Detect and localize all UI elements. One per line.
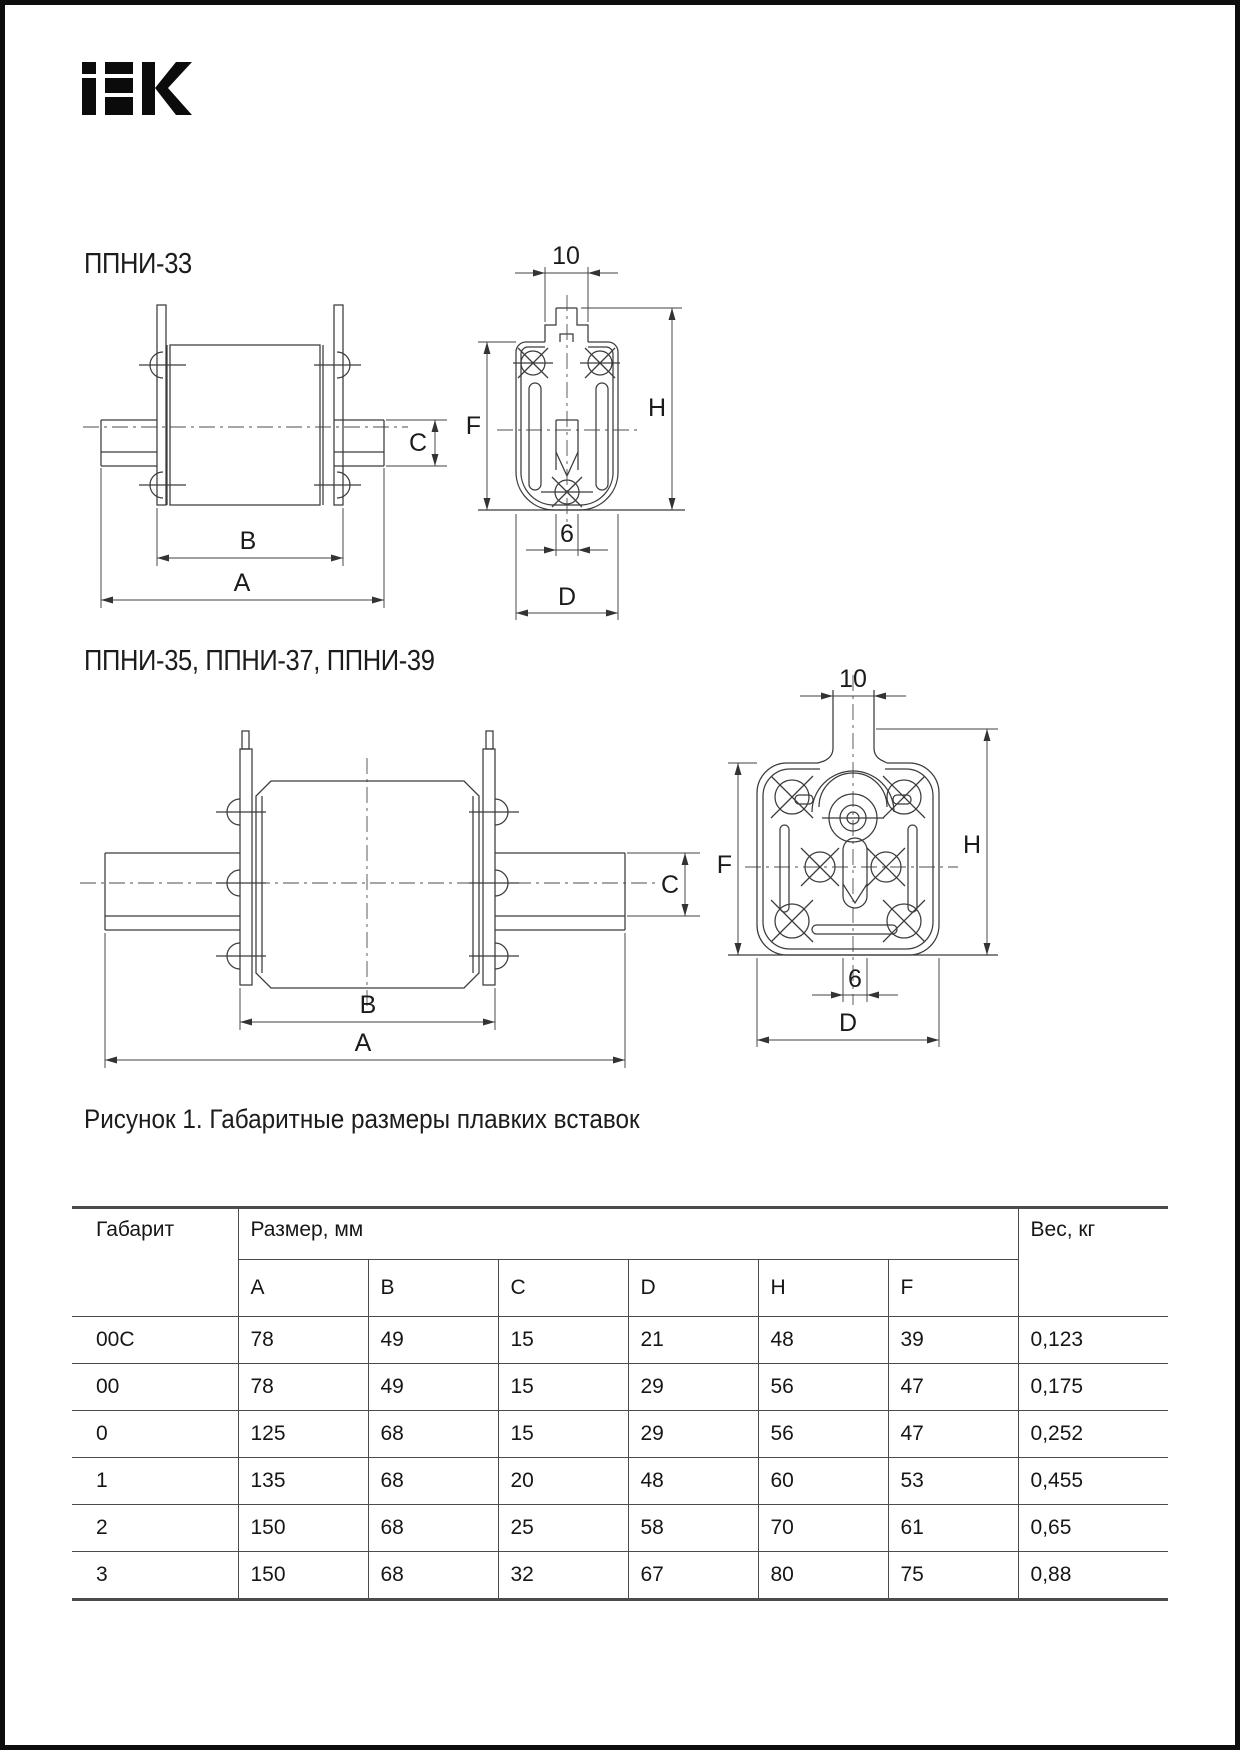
cell-a: 150 bbox=[238, 1505, 368, 1552]
cell-d: 29 bbox=[628, 1411, 758, 1458]
dim-10-label: 10 bbox=[839, 665, 867, 693]
cell-c: 25 bbox=[498, 1505, 628, 1552]
dim-a-label: A bbox=[233, 569, 251, 597]
subheader-b: B bbox=[368, 1260, 498, 1317]
table-row bbox=[72, 1317, 1168, 1364]
ppni-33-side-view bbox=[83, 305, 447, 608]
dim-a-label: A bbox=[354, 1029, 372, 1057]
cell-h: 70 bbox=[758, 1505, 888, 1552]
cell-c: 20 bbox=[498, 1458, 628, 1505]
cell-f: 75 bbox=[888, 1552, 1018, 1600]
table-row bbox=[72, 1411, 1168, 1458]
ppni-35-front-view bbox=[717, 665, 998, 1047]
cell-h: 80 bbox=[758, 1552, 888, 1600]
table-row bbox=[72, 1505, 1168, 1552]
cell-d: 48 bbox=[628, 1458, 758, 1505]
dim-b-label: B bbox=[359, 991, 377, 1019]
subheader-c: C bbox=[498, 1260, 628, 1317]
dim-f-label: F bbox=[465, 412, 481, 440]
cell-c: 15 bbox=[498, 1364, 628, 1411]
cell-a: 125 bbox=[238, 1411, 368, 1458]
cell-c: 15 bbox=[498, 1411, 628, 1458]
subheader-a: A bbox=[238, 1260, 368, 1317]
cell-weight: 0,88 bbox=[1018, 1552, 1168, 1600]
cell-weight: 0,455 bbox=[1018, 1458, 1168, 1505]
cell-f: 39 bbox=[888, 1317, 1018, 1364]
cell-b: 68 bbox=[368, 1552, 498, 1600]
dim-6-label: 6 bbox=[848, 965, 862, 993]
cell-h: 56 bbox=[758, 1411, 888, 1458]
cell-d: 58 bbox=[628, 1505, 758, 1552]
cell-h: 56 bbox=[758, 1364, 888, 1411]
subheader-h: H bbox=[758, 1260, 888, 1317]
cell-b: 49 bbox=[368, 1364, 498, 1411]
dim-d-label: D bbox=[557, 583, 577, 611]
cell-weight: 0,123 bbox=[1018, 1317, 1168, 1364]
cell-gabarit: 0 bbox=[72, 1411, 238, 1458]
dim-10-label: 10 bbox=[552, 242, 580, 270]
cell-gabarit: 1 bbox=[72, 1458, 238, 1505]
cell-f: 61 bbox=[888, 1505, 1018, 1552]
dim-h-label: H bbox=[962, 831, 981, 859]
figure-caption: Рисунок 1. Габаритные размеры плавких вставок bbox=[84, 1104, 640, 1134]
cell-f: 47 bbox=[888, 1411, 1018, 1458]
cell-h: 60 bbox=[758, 1458, 888, 1505]
cell-a: 135 bbox=[238, 1458, 368, 1505]
ppni-33-front-view bbox=[466, 242, 685, 620]
dim-c-label: C bbox=[660, 871, 679, 899]
cell-weight: 0,252 bbox=[1018, 1411, 1168, 1458]
dim-b-label: B bbox=[239, 527, 257, 555]
cell-b: 68 bbox=[368, 1458, 498, 1505]
dimensions-table bbox=[72, 1206, 1168, 1601]
cell-b: 68 bbox=[368, 1505, 498, 1552]
table-row bbox=[72, 1552, 1168, 1600]
cell-weight: 0,65 bbox=[1018, 1505, 1168, 1552]
cell-d: 21 bbox=[628, 1317, 758, 1364]
header-gabarit: Габарит bbox=[96, 1218, 175, 1241]
dim-6-label: 6 bbox=[560, 520, 574, 548]
dim-h-label: H bbox=[647, 394, 666, 422]
cell-f: 53 bbox=[888, 1458, 1018, 1505]
cell-b: 68 bbox=[368, 1411, 498, 1458]
dim-c-label: C bbox=[408, 429, 427, 457]
cell-gabarit: 2 bbox=[72, 1505, 238, 1552]
subheader-f: F bbox=[888, 1260, 1018, 1317]
cell-gabarit: 3 bbox=[72, 1552, 238, 1600]
ppni-35-side-view bbox=[80, 731, 700, 1068]
cell-a: 150 bbox=[238, 1552, 368, 1600]
table-row bbox=[72, 1364, 1168, 1411]
cell-f: 47 bbox=[888, 1364, 1018, 1411]
dim-d-label: D bbox=[838, 1009, 858, 1037]
table-header-row bbox=[72, 1208, 1168, 1260]
cell-gabarit: 00C bbox=[72, 1317, 238, 1364]
cell-h: 48 bbox=[758, 1317, 888, 1364]
cell-b: 49 bbox=[368, 1317, 498, 1364]
cell-d: 29 bbox=[628, 1364, 758, 1411]
cell-c: 32 bbox=[498, 1552, 628, 1600]
header-weight: Вес, кг bbox=[1018, 1208, 1168, 1317]
cell-c: 15 bbox=[498, 1317, 628, 1364]
iek-logo-icon bbox=[82, 62, 192, 115]
cell-a: 78 bbox=[238, 1317, 368, 1364]
cell-gabarit: 00 bbox=[72, 1364, 238, 1411]
figure2-title: ППНИ-35, ППНИ-37, ППНИ-39 bbox=[84, 645, 435, 677]
cell-a: 78 bbox=[238, 1364, 368, 1411]
figure1-title: ППНИ-33 bbox=[84, 248, 192, 280]
cell-d: 67 bbox=[628, 1552, 758, 1600]
dim-f-label: F bbox=[716, 851, 732, 879]
subheader-d: D bbox=[628, 1260, 758, 1317]
cell-weight: 0,175 bbox=[1018, 1364, 1168, 1411]
header-size: Размер, мм bbox=[238, 1208, 1018, 1260]
table-row bbox=[72, 1458, 1168, 1505]
